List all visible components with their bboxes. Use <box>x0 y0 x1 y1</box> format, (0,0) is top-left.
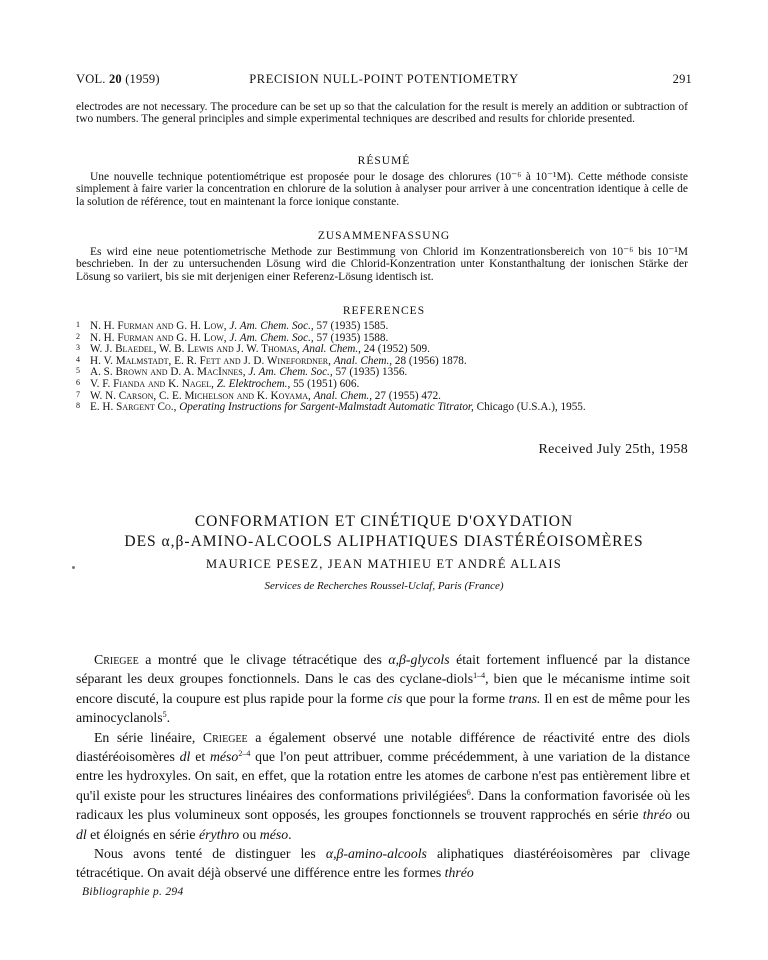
paragraph-3: Nous avons tenté de distinguer les α,β-amino-alcools aliphatiques diastéréoisomères par clivage tétracétique. On avait déjà observé une différence entre les formes thréo <box>76 846 691 881</box>
zusammenfassung-heading: ZUSAMMENFASSUNG <box>317 230 451 242</box>
article-authors: MAURICE PESEZ, JEAN MATHIEU ET ANDRÉ ALLAIS <box>206 557 562 571</box>
article-title-line-1: CONFORMATION ET CINÉTIQUE D'OXYDATION <box>194 513 574 530</box>
zusammenfassung-text: Es wird eine neue potentiometrische Methode zur Bestimmung von Chlorid im Konzentrationsbereich von 10⁻⁶ bis 10⁻¹M beschrieben. In der zu untersuchenden Lösung wird die Chlorid-Konzentration unter Konstanthaltung der ionischen Stärke der Lösung so variiert, bis sie mit derjenigen einer Referenz-Lösung identisch ist. <box>76 246 688 283</box>
reference-item: 8 E. H. Sargent Co., Operating Instructions for Sargent-Malmstadt Automatic Titrator, Chicago (U.S.A.), 1955. <box>76 401 586 414</box>
reference-item: 4 H. V. Malmstadt, E. R. Fett and J. D. Winefordner, Anal. Chem., 28 (1956) 1878. <box>76 354 467 367</box>
reference-item: 2 N. H. Furman and G. H. Low, J. Am. Chem. Soc., 57 (1935) 1588. <box>76 331 389 344</box>
paragraph-1: Criegee a montré que le clivage tétracétique des α,β-glycols était fortement influencé par la distance séparant les deux groupes fonctionnels. Dans le cas des cyclane-diols$^{1-4}$, bien que le mécanisme intime soit encore discuté, la coupure est plus rapide pour la forme cis que pour la forme trans. Il en est de même pour les aminocyclanols$^5$. <box>76 652 690 726</box>
volume-year: (1959) <box>125 72 160 86</box>
reference-item: 1 N. H. Furman and G. H. Low, J. Am. Chem. Soc., 57 (1935) 1585. <box>76 320 389 332</box>
references-list <box>76 321 696 414</box>
volume-prefix: VOL. <box>76 72 106 86</box>
received-date: Received July 25th, 1958 <box>538 442 688 457</box>
abstract-continuation: electrodes are not necessary. The procedure can be set up so that the calculation for the result is merely an addition or subtraction of two numbers. The general principles and simple experimental techniques are described and results for chloride presented. <box>76 101 688 126</box>
resume-text: Une nouvelle technique potentiométrique est proposée pour le dosage des chlorures (10⁻⁶ à 10⁻¹M). Cette méthode consiste simplement à faire varier la concentration en chlorure de la solution à analyser pour arriver à une concentration identique à celle de la solution de référence, tout en maintenant la force ionique constante. <box>76 171 688 208</box>
volume-number: 20 <box>108 72 122 86</box>
reference-item: 6 V. F. Fianda and K. Nagel, Z. Elektrochem., 55 (1951) 606. <box>76 377 360 390</box>
margin-speck <box>72 566 75 569</box>
paragraph-2: En série linéaire, Criegee a également observé une notable différence de réactivité entre des diols diastéréoisomères dl et méso$^{2-4}$ que l'on peut attribuer, comme précédemment, à une variation de la distance entre les hydroxyles. On sait, en effet, que la rotation entre les atomes de carbone n'est pas entièrement libre et qu'il existe pour les structures linéaires des conformations privilégiées$^6$. Dans la conformation favorisée où les radicaux les plus volumineux sont opposés, les groupes fonctionnels se trouvent rapprochés en série thréo ou dl et éloignés en série érythro ou méso. <box>76 729 690 842</box>
reference-item: 3 W. J. Blaedel, W. B. Lewis and J. W. Thomas, Anal. Chem., 24 (1952) 509. <box>76 343 430 356</box>
resume-heading: RÉSUMÉ <box>357 155 411 167</box>
running-title: PRECISION NULL-POINT POTENTIOMETRY <box>249 72 519 86</box>
article-affiliation: Services de Recherches Roussel-Uclaf, Paris (France) <box>264 580 504 592</box>
references-heading: REFERENCES <box>342 305 426 317</box>
bibliography-note: Bibliographie p. 294 <box>82 886 184 898</box>
page-number: 291 <box>672 72 692 86</box>
reference-item: 5 A. S. Brown and D. A. MacInnes, J. Am. Chem. Soc., 57 (1935) 1356. <box>76 366 408 379</box>
article-title-line-2: DES α,β-AMINO-ALCOOLS ALIPHATIQUES DIASTÉRÉOISOMÈRES <box>124 533 644 550</box>
reference-item: 7 W. N. Carson, C. E. Michelson and K. Koyama, Anal. Chem., 27 (1955) 472. <box>76 389 441 402</box>
article-body <box>76 650 690 883</box>
